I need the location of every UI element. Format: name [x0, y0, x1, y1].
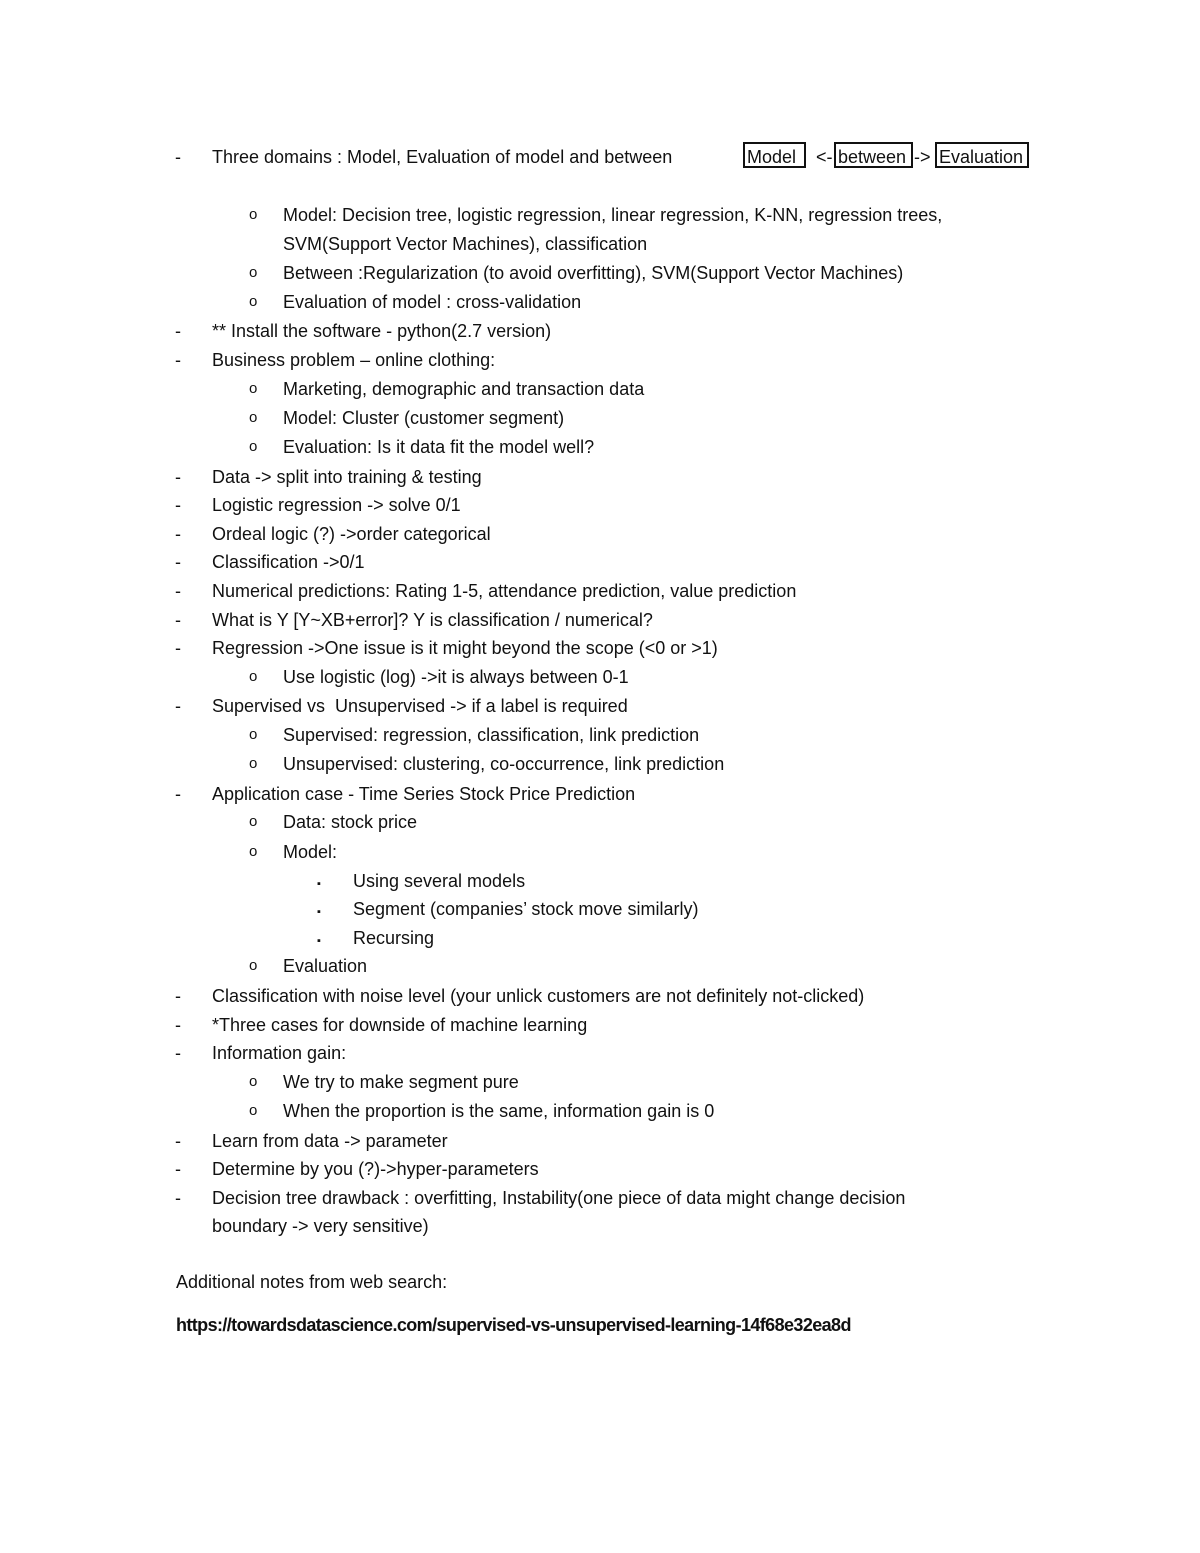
- dash-marker: -: [175, 610, 181, 630]
- dash-marker: -: [175, 350, 181, 370]
- circle-marker: o: [249, 380, 258, 397]
- application-text: Application case - Time Series Stock Price Prediction: [212, 784, 636, 804]
- learn-text: Learn from data -> parameter: [212, 1131, 448, 1151]
- three-cases-text: *Three cases for downside of machine learning: [212, 1015, 588, 1035]
- proportion-text: When the proportion is the same, information gain is 0: [283, 1101, 715, 1121]
- marketing-text: Marketing, demographic and transaction data: [283, 379, 645, 399]
- model-text: Model: Decision tree, logistic regression, linear regression, K-NN, regression trees,: [283, 205, 943, 225]
- circle-marker: o: [249, 1073, 258, 1090]
- dash-marker: -: [175, 638, 181, 658]
- dash-marker: -: [175, 321, 181, 341]
- app-evaluation-text: Evaluation: [283, 956, 368, 976]
- segment-text: Segment (companies’ stock move similarly): [353, 899, 699, 919]
- circle-marker: o: [249, 957, 258, 974]
- dash-marker: -: [175, 986, 181, 1006]
- evaluation-text: Evaluation of model : cross-validation: [283, 292, 582, 312]
- circle-marker: o: [249, 755, 258, 772]
- use-logistic-text: Use logistic (log) ->it is always between 0-1: [283, 667, 629, 687]
- circle-marker: o: [249, 843, 258, 860]
- between-box: between: [834, 142, 913, 168]
- circle-marker: o: [249, 813, 258, 830]
- dash-marker: -: [175, 1159, 181, 1179]
- dash-marker: -: [175, 1131, 181, 1151]
- model-box: Model: [743, 142, 806, 168]
- info-gain-text: Information gain:: [212, 1043, 347, 1063]
- fit-text: Evaluation: Is it data fit the model well?: [283, 437, 595, 457]
- between-text: Between :Regularization (to avoid overfitting), SVM(Support Vector Machines): [283, 263, 904, 283]
- app-model-text: Model:: [283, 842, 338, 862]
- stock-data-text: Data: stock price: [283, 812, 418, 832]
- circle-marker: o: [249, 438, 258, 455]
- drawback-text-cont: boundary -> very sensitive): [212, 1216, 429, 1236]
- circle-marker: o: [249, 206, 258, 223]
- square-marker: ▪: [317, 906, 321, 918]
- dash-marker: -: [175, 524, 181, 544]
- several-models-text: Using several models: [353, 871, 526, 891]
- right-arrow: ->: [914, 147, 931, 167]
- circle-marker: o: [249, 264, 258, 281]
- supervised-text: Supervised vs Unsupervised -> if a label is required: [212, 696, 628, 716]
- three-domains-text: Three domains : Model, Evaluation of model and between: [212, 147, 673, 167]
- circle-marker: o: [249, 1102, 258, 1119]
- logistic-text: Logistic regression -> solve 0/1: [212, 495, 461, 515]
- unsupervised-item-text: Unsupervised: clustering, co-occurrence, link prediction: [283, 754, 725, 774]
- dash-marker: -: [175, 467, 181, 487]
- dash-marker: -: [175, 552, 181, 572]
- evaluation-box: Evaluation: [935, 142, 1029, 168]
- ordeal-text: Ordeal logic (?) ->order categorical: [212, 524, 491, 544]
- pure-text: We try to make segment pure: [283, 1072, 519, 1092]
- model-text-cont: SVM(Support Vector Machines), classification: [283, 234, 648, 254]
- dash-marker: -: [175, 581, 181, 601]
- recursing-text: Recursing: [353, 928, 435, 948]
- data-split-text: Data -> split into training & testing: [212, 467, 482, 487]
- dash-marker: -: [175, 696, 181, 716]
- numerical-text: Numerical predictions: Rating 1-5, attendance prediction, value prediction: [212, 581, 797, 601]
- dash-marker: -: [175, 147, 181, 167]
- circle-marker: o: [249, 726, 258, 743]
- noise-text: Classification with noise level (your unlick customers are not definitely not-clicked): [212, 986, 865, 1006]
- square-marker: ▪: [317, 878, 321, 890]
- drawback-text: Decision tree drawback : overfitting, Instability(one piece of data might change decision: [212, 1188, 906, 1208]
- determine-text: Determine by you (?)->hyper-parameters: [212, 1159, 539, 1179]
- reference-url[interactable]: https://towardsdatascience.com/supervised-vs-unsupervised-learning-14f68e32ea8d: [176, 1315, 851, 1335]
- left-arrow: <-: [816, 147, 833, 167]
- supervised-item-text: Supervised: regression, classification, link prediction: [283, 725, 700, 745]
- regression-text: Regression ->One issue is it might beyond the scope (<0 or >1): [212, 638, 718, 658]
- circle-marker: o: [249, 293, 258, 310]
- additional-notes-heading: Additional notes from web search:: [176, 1272, 448, 1292]
- circle-marker: o: [249, 409, 258, 426]
- dash-marker: -: [175, 784, 181, 804]
- classification-text: Classification ->0/1: [212, 552, 365, 572]
- what-is-y-text: What is Y [Y~XB+error]? Y is classification / numerical?: [212, 610, 653, 630]
- dash-marker: -: [175, 1015, 181, 1035]
- install-text: ** Install the software - python(2.7 version): [212, 321, 552, 341]
- cluster-text: Model: Cluster (customer segment): [283, 408, 565, 428]
- dash-marker: -: [175, 1043, 181, 1063]
- circle-marker: o: [249, 668, 258, 685]
- square-marker: ▪: [317, 935, 321, 947]
- dash-marker: -: [175, 1188, 181, 1208]
- business-text: Business problem – online clothing:: [212, 350, 496, 370]
- dash-marker: -: [175, 495, 181, 515]
